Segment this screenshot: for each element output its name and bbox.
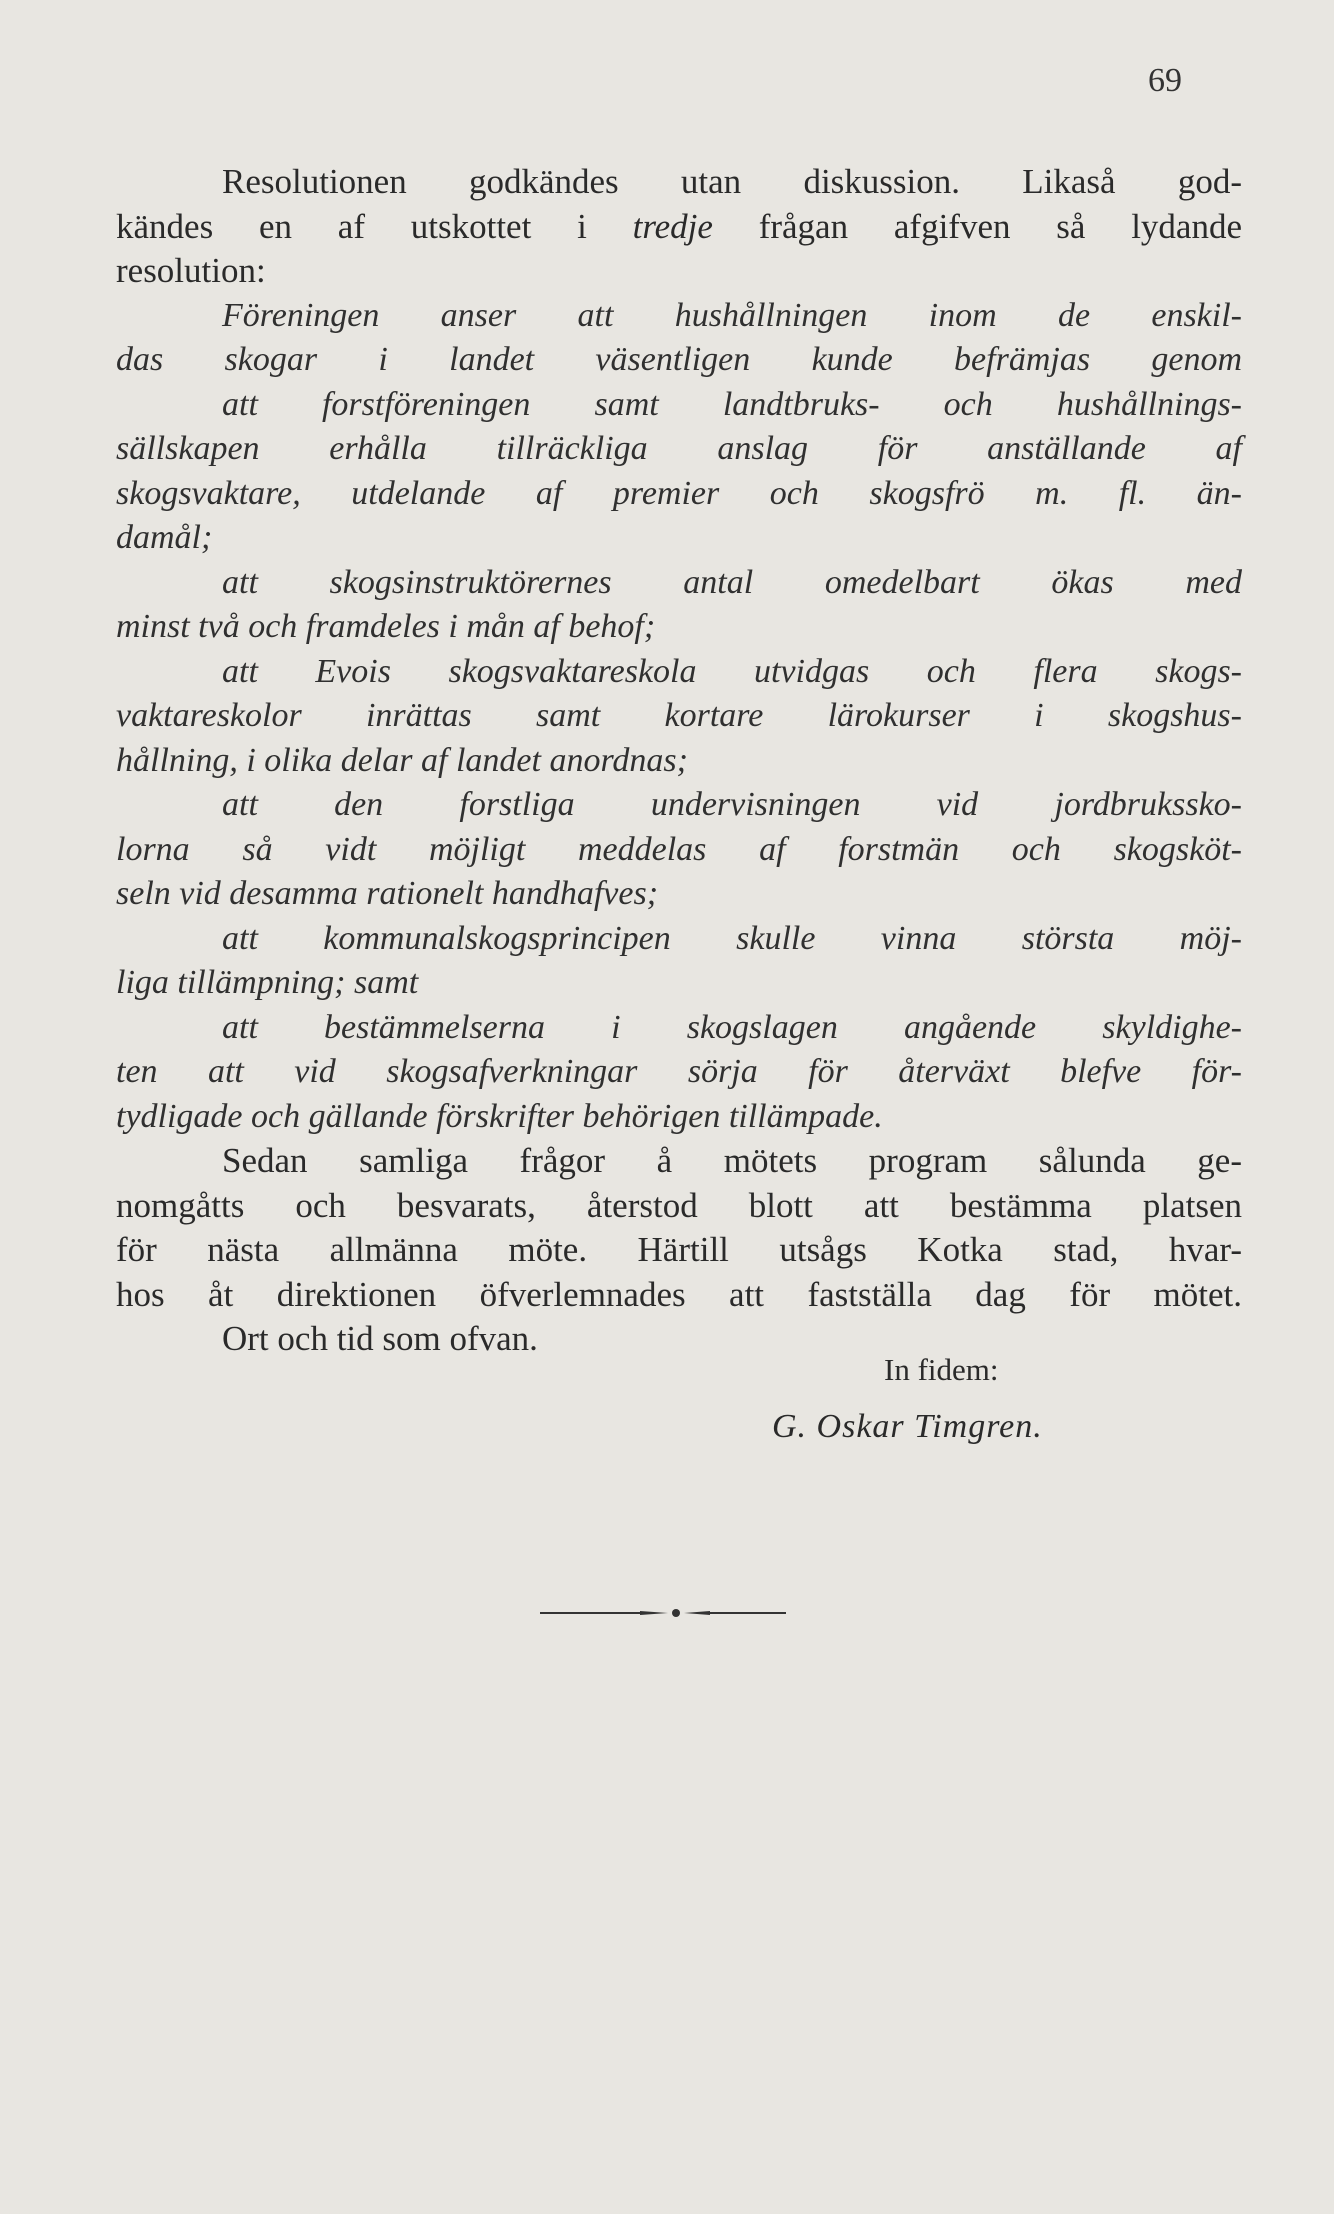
resolution-line: seln vid desamma rationelt handhafves; <box>116 875 659 912</box>
resolution-line: hållning, i olika delar af landet anordnas; <box>116 741 688 779</box>
signature-name: G. Oskar Timgren. <box>772 1408 1043 1445</box>
intro-paragraph <box>116 160 1242 294</box>
closing-line: Sedan samliga frågor å mötets program sålunda ge- <box>222 1141 1242 1180</box>
intro-italic-word: tredje <box>632 206 713 246</box>
resolution-line: sällskapen erhålla tillräckliga anslag för anställande af <box>116 430 1242 467</box>
resolution-line: lorna så vidt möjligt meddelas af forstmän och skogsköt- <box>116 830 1242 868</box>
resolution-text <box>116 294 1242 1140</box>
closing-paragraph <box>116 1139 1242 1362</box>
closing-line: Ort och tid som ofvan. <box>222 1319 538 1358</box>
resolution-line: tydligade och gällande förskrifter behörigen tillämpade. <box>116 1097 883 1135</box>
resolution-line: damål; <box>116 519 213 556</box>
resolution-line: minst två och framdeles i mån af behof; <box>116 608 656 645</box>
resolution-line: att Evois skogsvaktareskola utvidgas och flera skogs- <box>222 652 1242 690</box>
resolution-line: att bestämmelserna i skogslagen angående skyldighe- <box>222 1008 1242 1046</box>
resolution-line: skogsvaktare, utdelande af premier och skogsfrö m. fl. än- <box>116 474 1242 512</box>
closing-line: nomgåtts och besvarats, återstod blott att bestämma platsen <box>116 1185 1242 1225</box>
intro-line-3: resolution: <box>116 251 266 290</box>
resolution-line: vaktareskolor inrättas samt kortare lärokurser i skogshus- <box>116 697 1242 734</box>
resolution-line: att skogsinstruktörernes antal omedelbart ökas med <box>222 563 1242 601</box>
resolution-line: liga tillämpning; samt <box>116 964 419 1001</box>
intro-line-2 <box>116 205 1242 250</box>
resolution-line: att den forstliga undervisningen vid jordbruksskо- <box>222 786 1242 823</box>
closing-line: för nästa allmänna möte. Härtill utsågs Kotka stad, hvar- <box>116 1230 1242 1269</box>
resolution-line: att kommunalskogsprincipen skulle vinna största möj- <box>222 919 1242 957</box>
intro-line-1: Resolutionen godkändes utan diskussion. Likaså god- <box>222 162 1242 201</box>
ornamental-divider <box>540 1593 786 1633</box>
resolution-line: ten att vid skogsafverkningar sörja för återväxt blefve för- <box>116 1053 1242 1090</box>
page-number: 69 <box>1148 62 1182 99</box>
resolution-line: Föreningen anser att hushållningen inom de enskil- <box>222 296 1242 334</box>
signature-intro: In fidem: <box>884 1352 999 1387</box>
resolution-line: das skogar i landet väsentligen kunde befrämjas genom <box>116 341 1242 378</box>
body-text <box>116 160 1242 1362</box>
resolution-line: att forstföreningen samt landtbruks- och hushållnings- <box>222 385 1242 423</box>
intro-line-2-text: kändes en af utskottet i tredje frågan afgifven så lydande <box>116 206 1242 246</box>
closing-line: hos åt direktionen öfverlemnades att fastställa dag för mötet. <box>116 1274 1242 1314</box>
